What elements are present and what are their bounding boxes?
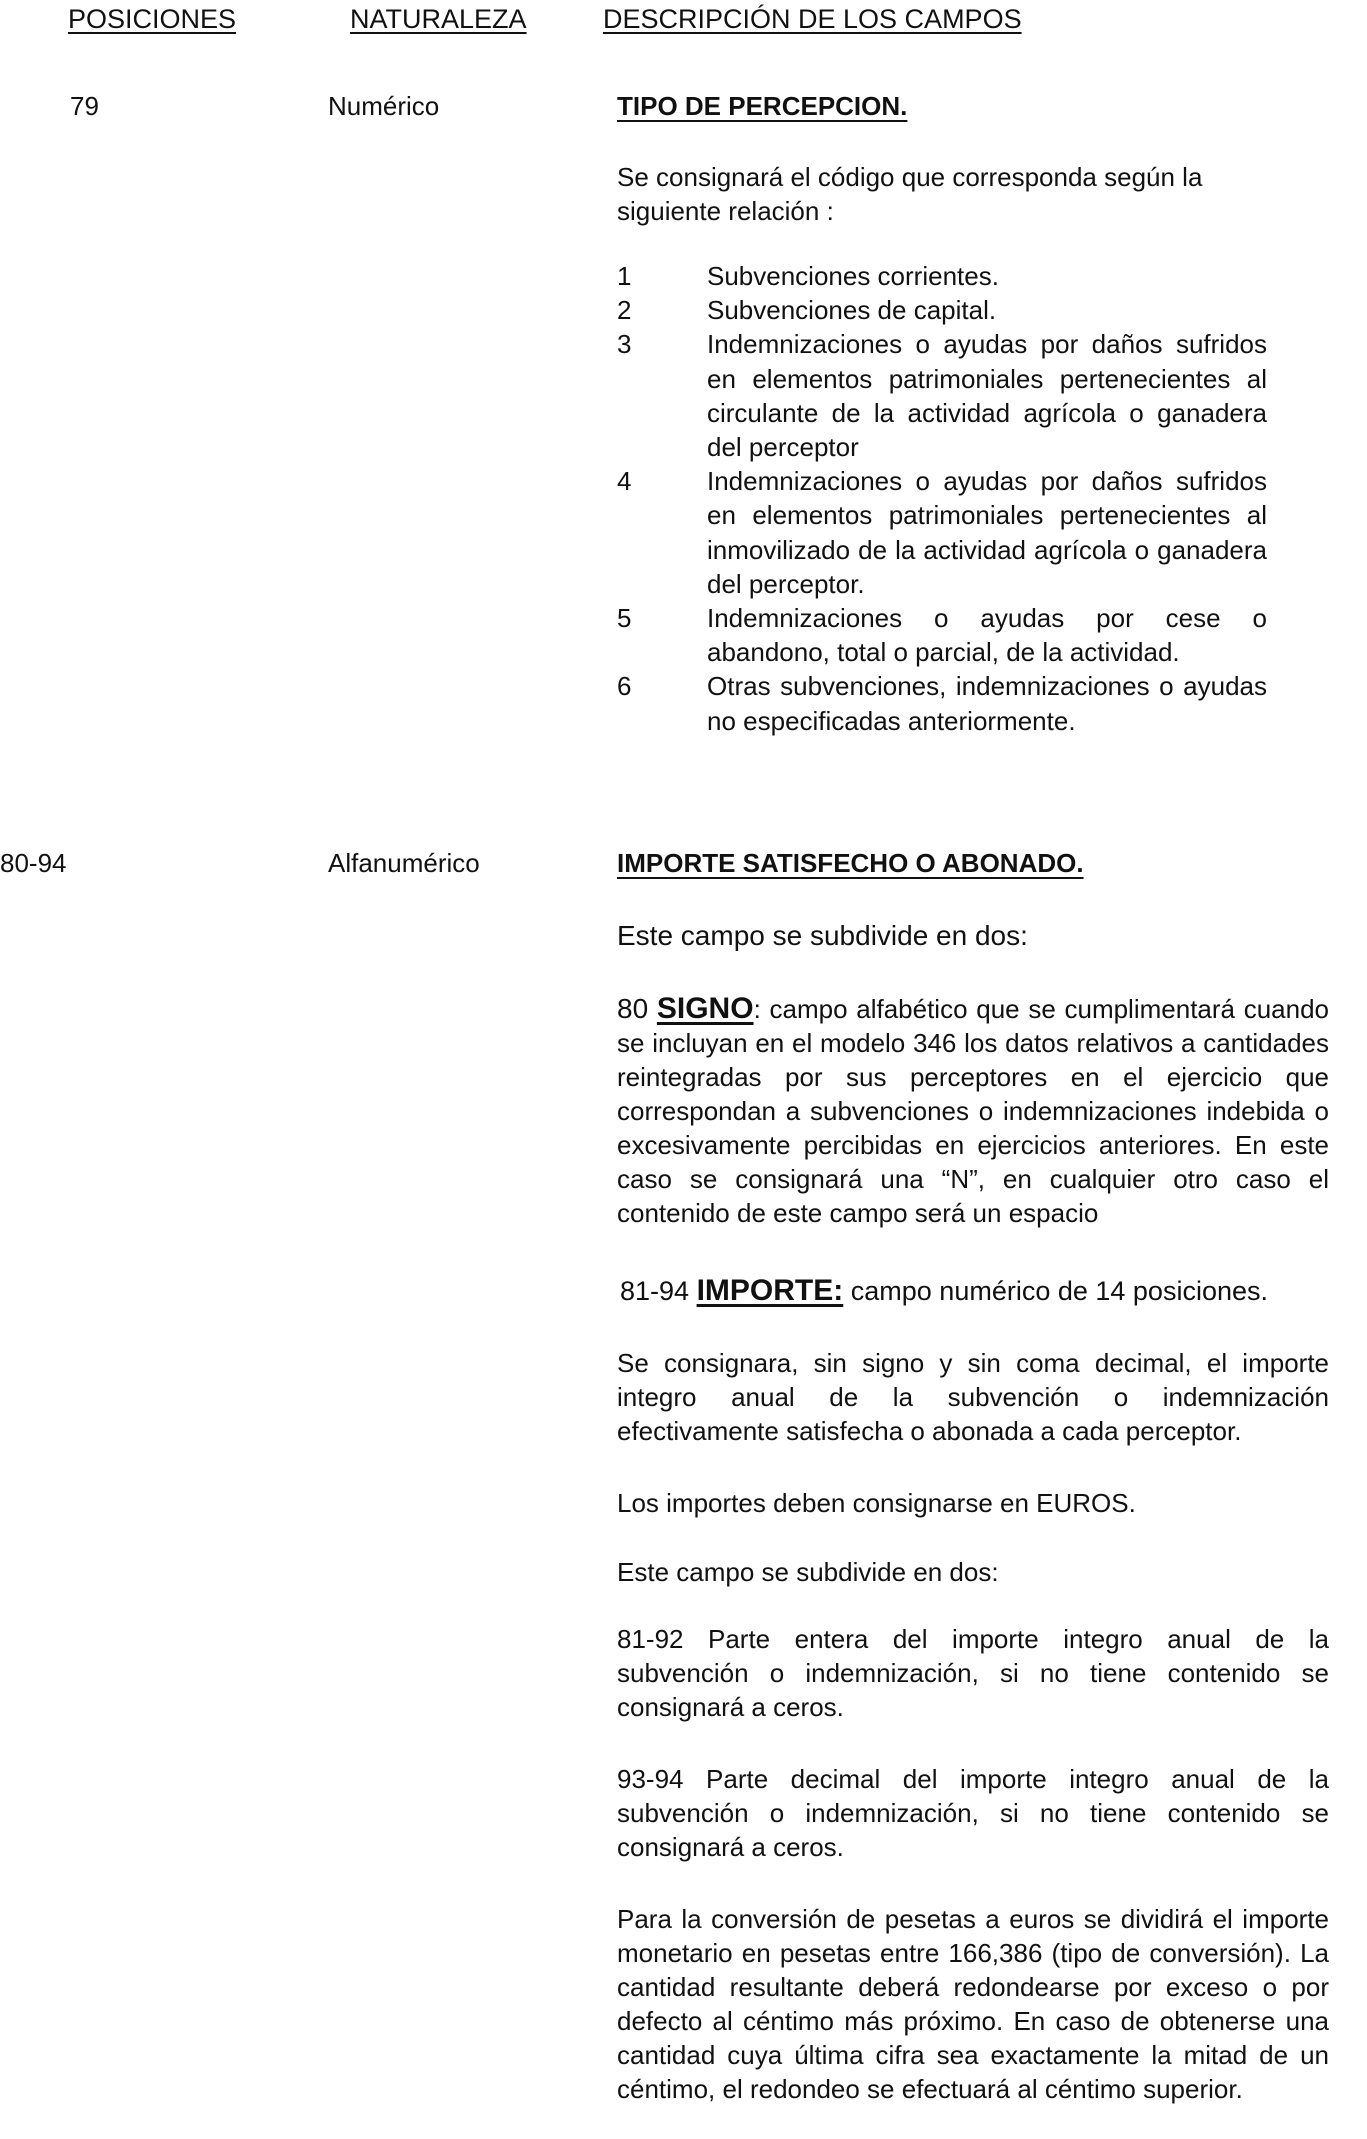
code-text: Subvenciones corrientes. <box>707 261 999 291</box>
row-79-title: TIPO DE PERCEPCION. <box>617 91 908 121</box>
importe-paragraph-4: 81-92 Parte entera del importe integro anual de la subvención o indemnización, si no tiene contenido se consignará a ceros. <box>617 1624 1329 1722</box>
code-number: 4 <box>617 466 632 497</box>
code-number: 3 <box>617 329 632 360</box>
importe-paragraph-2: Los importes deben consignarse en EUROS. <box>617 1488 1136 1518</box>
header-posiciones: POSICIONES <box>68 4 237 34</box>
importe-paragraph-5: 93-94 Parte decimal del importe integro anual de la subvención o indemnización, si no tiene contenido se consignará a ceros. <box>617 1764 1329 1862</box>
signo-number: 80 <box>617 993 649 1024</box>
signo-keyword: SIGNO <box>656 992 754 1025</box>
row-79-intro: Se consignará el código que corresponda según la siguiente relación : <box>617 162 1203 226</box>
importe-number: 81-94 <box>620 1276 690 1306</box>
importe-paragraph-3: Este campo se subdivide en dos: <box>617 1557 999 1587</box>
row-79-position: 79 <box>70 91 99 121</box>
importe-line <box>620 1274 1268 1308</box>
row-79-type: Numérico <box>328 91 440 121</box>
code-number: 6 <box>617 671 632 702</box>
code-text: Indemnizaciones o ayudas por daños sufridos en elementos patrimoniales pertenecientes al inmovilizado de la actividad agrícola o ganadera del perceptor. <box>707 466 1267 599</box>
code-list <box>617 259 1267 738</box>
code-number: 5 <box>617 603 632 634</box>
signo-text: : campo alfabético que se cumplimentará cuando se incluyan en el modelo 346 los datos relativos a cantidades reintegradas por sus perceptores en el ejercicio que correspondan a subvenciones o indemnizaciones indebida o excesivamente percibidas en ejercicios anteriores. En este caso se consignará una “N”, en cualquier otro caso el contenido de este campo será un espacio <box>617 994 1329 1228</box>
code-number: 1 <box>617 261 632 291</box>
row-80-94-position: 80-94 <box>0 848 67 878</box>
code-text: Indemnizaciones o ayudas por cese o abandono, total o parcial, de la actividad. <box>707 603 1267 668</box>
list-item <box>617 601 1267 669</box>
list-item <box>617 669 1267 737</box>
list-item <box>617 293 1267 327</box>
code-number: 2 <box>617 295 632 326</box>
importe-paragraph-1: Se consignara, sin signo y sin coma decimal, el importe integro anual de la subvención o indemnización efectivamente satisfecha o abonada a cada perceptor. <box>617 1348 1329 1446</box>
code-text: Indemnizaciones o ayudas por daños sufridos en elementos patrimoniales pertenecientes al circulante de la actividad agrícola o ganadera del perceptor <box>707 329 1267 463</box>
code-text: Subvenciones de capital. <box>707 295 997 326</box>
header-descripcion: DESCRIPCIÓN DE LOS CAMPOS <box>603 4 1022 34</box>
list-item <box>617 464 1267 601</box>
row-80-94-type: Alfanumérico <box>328 848 480 878</box>
row-80-94-title: IMPORTE SATISFECHO O ABONADO. <box>617 848 1084 878</box>
importe-paragraph-6: Para la conversión de pesetas a euros se dividirá el importe monetario en pesetas entre 166,386 (tipo de conversión). La cantidad resultante deberá redondearse por exceso o por defecto al céntimo más próximo. En caso de obtenerse una cantidad cuya última cifra sea exactamente la mitad de un céntimo, el redondeo se efectuará al céntimo superior. <box>617 1904 1329 2104</box>
list-item <box>617 259 1267 293</box>
header-naturaleza: NATURALEZA <box>350 4 527 34</box>
list-item <box>617 327 1267 464</box>
subdivide-note: Este campo se subdivide en dos: <box>617 920 1028 951</box>
importe-keyword: IMPORTE: <box>696 1274 844 1307</box>
importe-text: campo numérico de 14 posiciones. <box>850 1276 1268 1306</box>
signo-paragraph <box>617 992 1329 1230</box>
code-text: Otras subvenciones, indemnizaciones o ayudas no especificadas anteriormente. <box>707 671 1267 736</box>
